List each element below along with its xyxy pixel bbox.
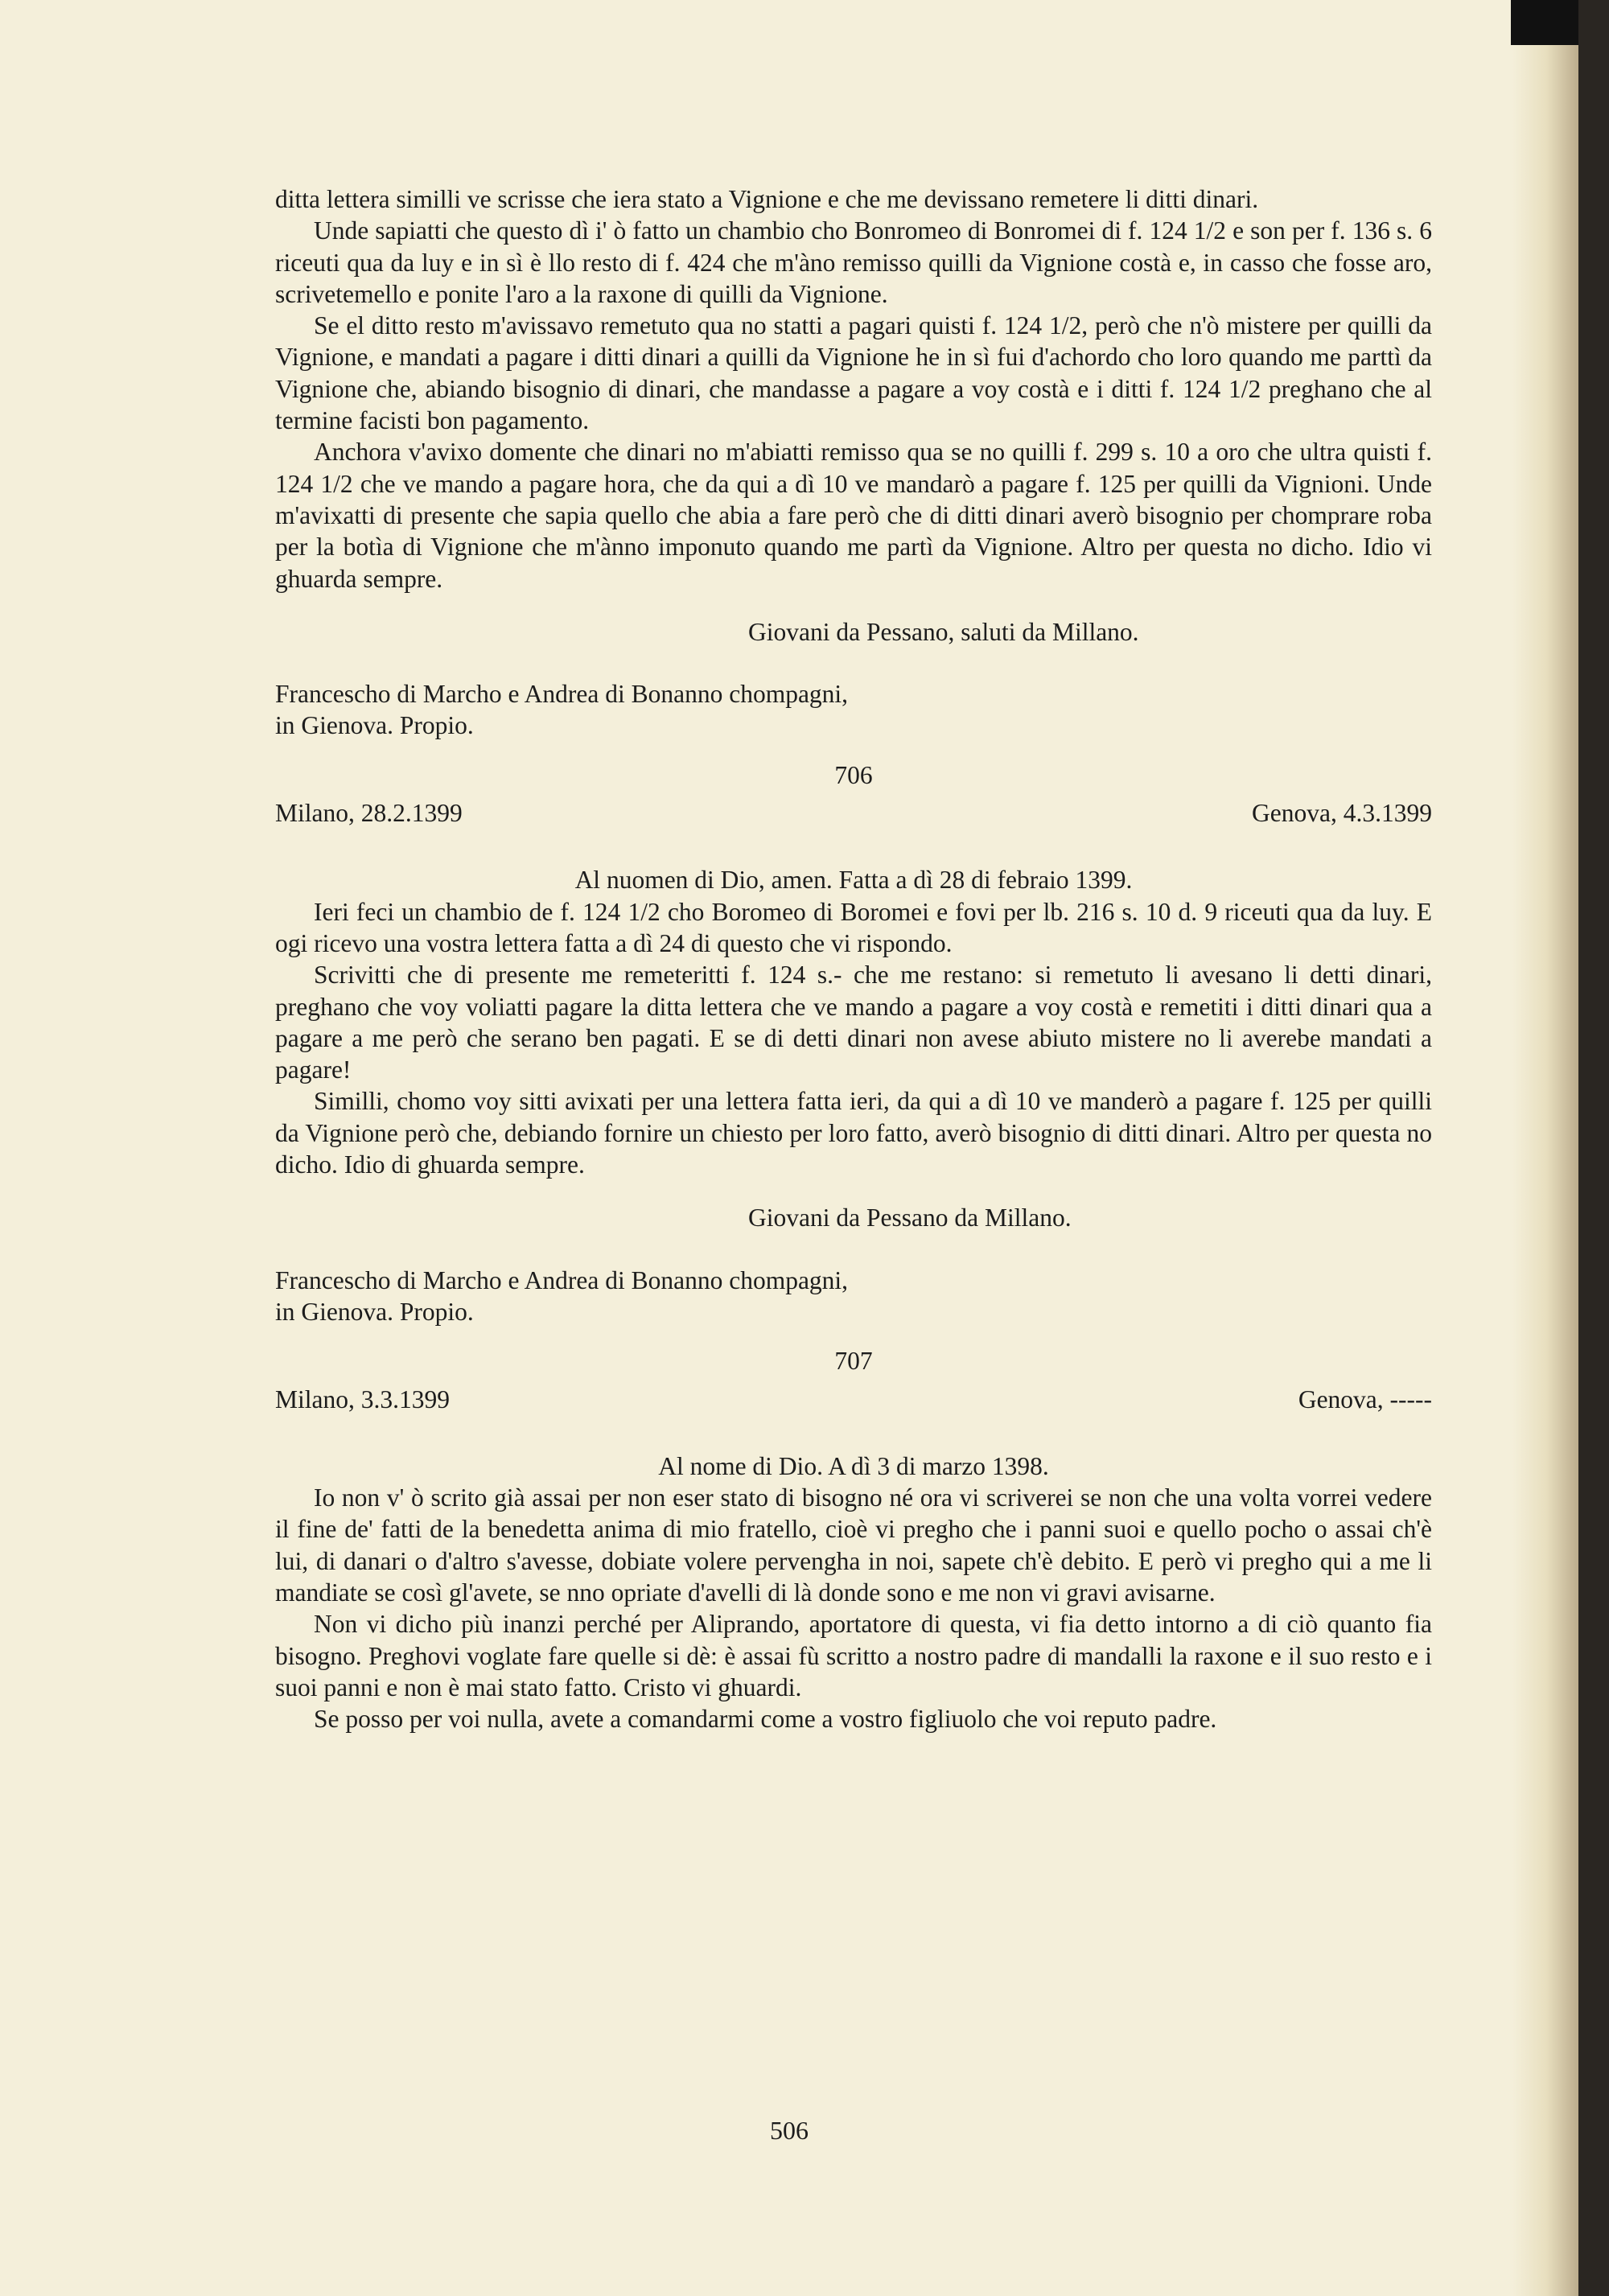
intro-address-line-1: Francescho di Marcho e Andrea di Bonanno chompagni, — [275, 680, 849, 709]
intro-address-line-2: in Gienova. Propio. — [275, 711, 474, 740]
letter-707-paragraph-1: Io non v' ò scrito già assai per non eser stato di bisogno né ora vi scriverei se non che una volta vorrei vedere il fine de' fatti de la benedetta anima di mio fratello, cioè vi pregho che i panni suoi e quello pocho o assai ch'è lui, di danari o d'altro s'avesse, dobiate volere pervengha in noi, sapete ch'è debito. E però vi pregho qui a me li mandiate se così gl'avete, se nno opriate d'avelli di là donde sono e me non vi gravi avisarne. — [275, 1483, 1432, 1607]
letter-706-from: Milano, 28.2.1399 — [275, 799, 463, 828]
letter-706-heading: Al nuomen di Dio, amen. Fatta a dì 28 di febraio 1399. — [574, 866, 1133, 895]
letter-706-paragraph-1: Ieri feci un chambio de f. 124 1/2 cho Boromeo di Boromei e fovi per lb. 216 s. 10 d. 9 riceuti qua da luy. E ogi ricevo una vostra lettera fatta a dì 24 di questo che vi rispondo. — [275, 897, 1432, 957]
letter-706-signature: Giovani da Pessano da Millano. — [748, 1204, 1072, 1232]
letter-706-to: Genova, 4.3.1399 — [1252, 799, 1432, 828]
intro-signature: Giovani da Pessano, saluti da Millano. — [748, 617, 1139, 646]
page-edge-shadow — [1512, 0, 1578, 2296]
intro-paragraph-3: Anchora v'avixo domente che dinari no m'abiatti remisso qua se no quilli f. 299 s. 10 a oro che ultra quisti f. 124 1/2 che ve mando a pagare hora, che da qui a dì 10 ve mandarò a pagare f. 125 per quilli da Vignioni. Unde m'avixatti di presente che sapia quello che abia a fare però che di ditti dinari averò bisognio per chomprare roba per la botìa di Vignione che m'ànno imponuto quando me partì da Vignione. Altro per questa no dicho. Idio vi ghuarda sempre. — [275, 438, 1432, 593]
intro-paragraph-1: Unde sapiatti che questo dì i' ò fatto un chambio cho Bonromeo di Bonromei di f. 124 1/2 e son per f. 136 s. 6 riceuti qua da luy e in sì è llo resto di f. 424 che m'àno remisso quilli da Vignione costà e, in casso che fosse aro, scrivetemello e ponite l'aro a la raxone di quilli da Vignione. — [275, 216, 1432, 308]
intro-address — [275, 678, 1432, 742]
letter-707-from: Milano, 3.3.1399 — [275, 1385, 450, 1413]
intro-paragraph-2: Se el ditto resto m'avissavo remetuto qua no statti a pagari quisti f. 124 1/2, però che n'ò mistere per quilli da Vignione, e mandati a pagare i ditti dinari a quilli da Vignione he in sì fui d'achordo cho loro quando me parttì da Vignione che, abiando bisognio di dinari, che mandasse a pagare a voy costà e i ditti f. 124 1/2 preghano che al termine facisti bon pagamento. — [275, 311, 1432, 435]
letter-707-to: Genova, ----- — [1298, 1385, 1432, 1413]
intro-line-0: ditta lettera similli ve scrisse che iera stato a Vignione e che me devissano remetere li ditti dinari. — [275, 185, 1259, 213]
letter-706-address — [275, 1265, 1432, 1328]
letter-707-number: 707 — [834, 1347, 873, 1376]
letter-707-paragraph-3: Se posso per voi nulla, avete a comandarmi come a vostro figliuolo che voi reputo padre. — [314, 1705, 1217, 1734]
letter-707-heading: Al nome di Dio. A dì 3 di marzo 1398. — [658, 1451, 1049, 1480]
letter-706-paragraph-3: Similli, chomo voy sitti avixati per una lettera fatta ieri, da qui a dì 10 ve manderò a pagare f. 125 per quilli da Vignione però che, debiando fornire un chiesto per loro fatto, averò bisognio di ditti dinari. Altro per questa no dicho. Idio di ghuarda sempre. — [275, 1087, 1432, 1179]
scan-corner — [1511, 0, 1578, 45]
letter-706-address-line-2: in Gienova. Propio. — [275, 1297, 474, 1326]
letter-707-dateline — [275, 1384, 1432, 1415]
letter-706-address-line-1: Francescho di Marcho e Andrea di Bonanno chompagni, — [275, 1265, 849, 1294]
letter-706-number: 706 — [834, 760, 873, 789]
letter-707-paragraph-2: Non vi dicho più inanzi perché per Aliprando, aportatore di questa, vi fia detto intorno a di ciò quanto fia bisogno. Preghovi voglate fare quelle si dè: è assai fù scritto a nostro padre di mandalli la raxone e il suo resto e i suoi panni e non è mai stato fatto. Cristo vi ghuardi. — [275, 1610, 1432, 1701]
letter-706-paragraph-2: Scrivitti che di presente me remeteritti f. 124 s.- che me restano: si remetuto li avesano li detti dinari, preghano che voy voliatti pagare la ditta lettera che ve mando a pagare a voy costà e remetiti i ditti dinari qua a pagare a me però che serano ben pagati. E se di detti dinari non avese abiuto mistere no li averebe mandati a pagare! — [275, 961, 1432, 1084]
page-text — [275, 183, 1432, 1734]
page-number: 506 — [770, 2116, 809, 2145]
letter-706-dateline — [275, 797, 1432, 829]
